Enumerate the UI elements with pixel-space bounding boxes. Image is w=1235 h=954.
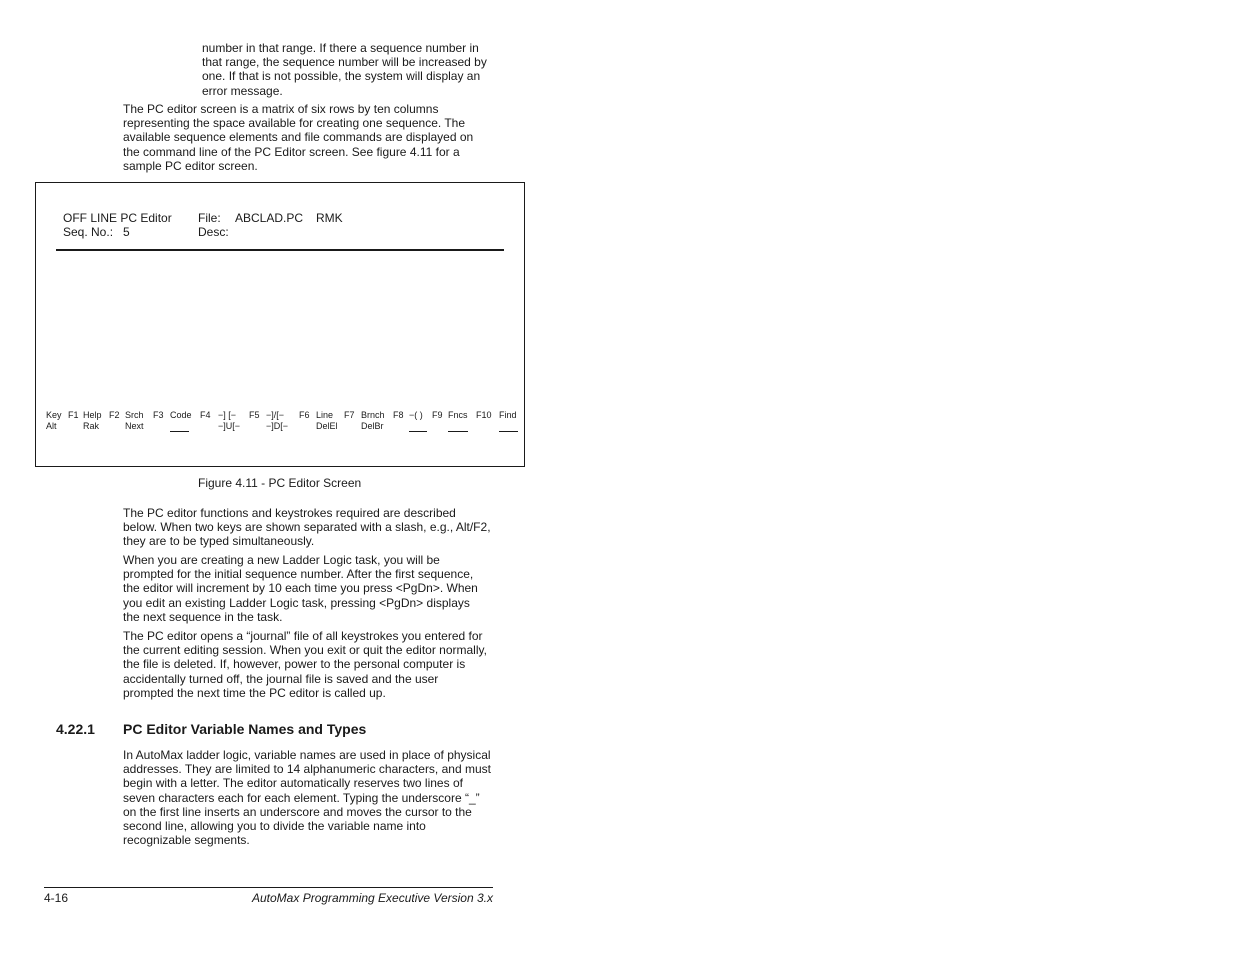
fkey-f7: F7: [344, 410, 355, 420]
fkey-fncs: Fncs: [448, 410, 468, 420]
fkey-contact-no: −] [− −]U[−: [218, 410, 241, 431]
screen-file-name: ABCLAD.PC: [235, 211, 304, 225]
fkey-key-alt: Key Alt: [46, 410, 62, 431]
fkey-line-delel: Line DelEl: [316, 410, 338, 431]
fkey-f10: F10: [476, 410, 492, 420]
fkey-coil-blank: [409, 431, 427, 432]
fkey-f6: F6: [299, 410, 310, 420]
paragraph-new-task: When you are creating a new Ladder Logic task, you will be prompted for the initial sequence number. After the first sequence, the editor will increment by 10 each time you press <PgDn>. When you edit an existing Ladder Logic task, pressing <PgDn> displays the next sequence in the task.: [123, 553, 478, 624]
section-number: 4.22.1: [56, 721, 95, 737]
fkey-f9: F9: [432, 410, 443, 420]
paragraph-journal-file: The PC editor opens a “journal” file of all keystrokes you entered for the current editing session. When you exit or quit the editor normally, the file is deleted. If, however, power to the personal computer is accidentally turned off, the journal file is saved and the user prompted the next time the PC editor is called up.: [123, 629, 487, 700]
pc-editor-screen-figure: [35, 182, 525, 467]
screen-desc-label: Desc:: [198, 225, 229, 239]
paragraph-range-note: number in that range. If there a sequence number in that range, the sequence number will be increased by one. If that is not possible, the system will display an error message.: [202, 41, 487, 98]
paragraph-functions-intro: The PC editor functions and keystrokes required are described below. When two keys are shown separated with a slash, e.g., Alt/F2, they are to be typed simultaneously.: [123, 506, 491, 549]
paragraph-variable-names: In AutoMax ladder logic, variable names are used in place of physical addresses. They are limited to 14 alphanumeric characters, and must begin with a letter. The editor automatically reserves two lines of seven characters each for each element. Typing the underscore “_” on the first line inserts an underscore and moves the cursor to the second line, allowing you to divide the variable name into recognizable segments.: [123, 748, 491, 848]
fkey-f1: F1: [68, 410, 79, 420]
fkey-f4: F4: [200, 410, 211, 420]
screen-seq-value: 5: [123, 225, 130, 239]
fkey-code: Code: [170, 410, 192, 420]
document-name: AutoMax Programming Executive Version 3.x: [252, 891, 493, 905]
figure-caption: Figure 4.11 - PC Editor Screen: [198, 476, 362, 490]
section-title: PC Editor Variable Names and Types: [123, 721, 367, 737]
screen-file-extra: RMK: [316, 211, 343, 225]
fkey-f5: F5: [249, 410, 260, 420]
screen-header-rule: [56, 249, 504, 251]
screen-seq-label: Seq. No.:: [63, 225, 114, 239]
fkey-f3: F3: [153, 410, 164, 420]
fkey-f8: F8: [393, 410, 404, 420]
paragraph-editor-matrix: The PC editor screen is a matrix of six rows by ten columns representing the space available for creating one sequence. The available sequence elements and file commands are displayed on the command line of the PC Editor screen. See figure 4.11 for a sample PC editor screen.: [123, 102, 474, 173]
fkey-fncs-blank: [448, 431, 468, 432]
fkey-brnch-delbr: Brnch DelBr: [361, 410, 385, 431]
fkey-coil: −( ): [409, 410, 423, 420]
screen-file-label: File:: [198, 211, 221, 225]
fkey-find-blank: [499, 431, 518, 432]
screen-mode-label: OFF LINE PC Editor: [63, 211, 172, 225]
fkey-srch-next: Srch Next: [125, 410, 144, 431]
fkey-f2: F2: [109, 410, 120, 420]
footer-rule: [44, 887, 493, 888]
fkey-contact-nc: −]/[− −]D[−: [266, 410, 289, 431]
page-number: 4-16: [44, 891, 69, 905]
fkey-code-blank: [170, 431, 189, 432]
fkey-help-rak: Help Rak: [83, 410, 102, 431]
fkey-find: Find: [499, 410, 517, 420]
